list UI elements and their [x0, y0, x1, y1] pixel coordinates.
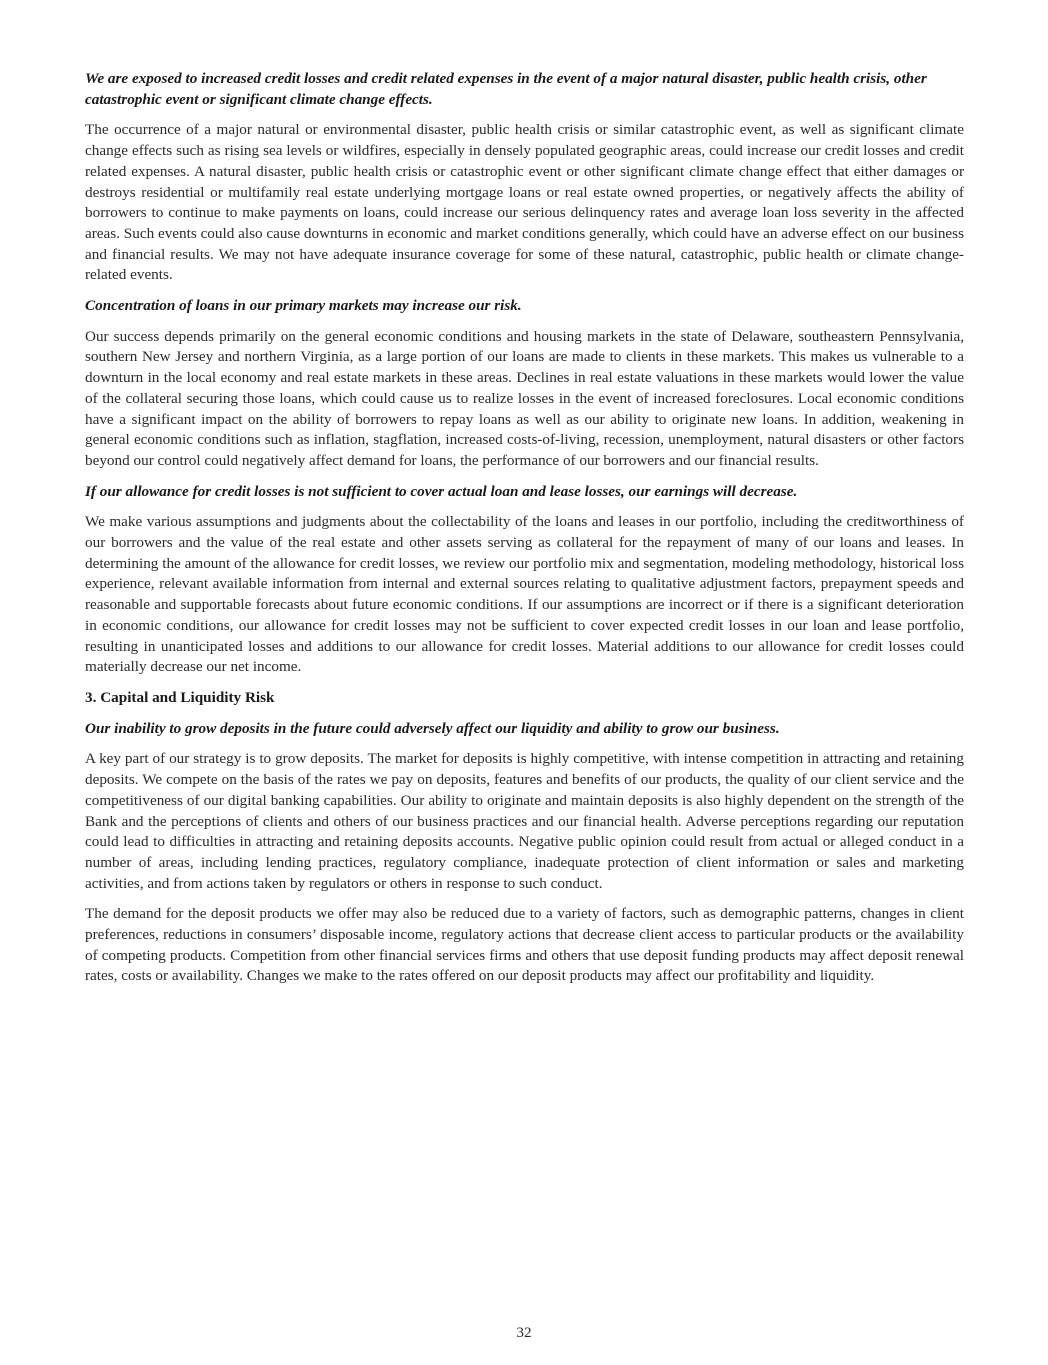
- risk-factor-heading-deposit-growth: Our inability to grow deposits in the future could adversely affect our liquidity and ability to grow our business.: [85, 719, 780, 737]
- page-number: 32: [516, 1324, 532, 1341]
- paragraph-credit-loss-allowance: We make various assumptions and judgments about the collectability of the loans and leases in our portfolio, including the creditworthiness of our borrowers and the value of the real estate and other assets serving as collateral for the repayment of many of our loans and leases. In determining the amount of the allowance for credit losses, we review our portfolio mix and segmentation, modeling methodology, historical loss experience, relevant available information from internal and external sources relating to qualitative adjustment factors, prepayment speeds and reasonable and supportable forecasts about future economic conditions. If our assumptions are incorrect or if there is a significant deterioration in economic conditions, our allowance for credit losses may not be sufficient to cover expected credit losses in our loan and lease portfolio, resulting in unanticipated losses and additions to our allowance for credit losses. Material additions to our allowance for credit losses could materially decrease our net income.: [85, 513, 964, 676]
- paragraph-loan-concentration: Our success depends primarily on the general economic conditions and housing markets in the state of Delaware, southeastern Pennsylvania, southern New Jersey and northern Virginia, as a large portion of our loans are made to clients in these markets. This makes us vulnerable to a downturn in the local economy and real estate markets in these areas. Declines in real estate valuations in these markets would lower the value of the collateral securing those loans, which could cause us to realize losses in the event of increased foreclosures. Local economic conditions have a significant impact on the ability of borrowers to repay loans as well as our ability to originate new loans. In addition, weakening in general economic conditions such as inflation, stagflation, increased costs-of-living, recession, unemployment, natural disasters or other factors beyond our control could negatively affect demand for loans, the performance of our borrowers and our financial results.: [85, 327, 964, 469]
- section-heading-capital-liquidity: 3. Capital and Liquidity Risk: [85, 688, 275, 706]
- paragraph-climate-disaster: The occurrence of a major natural or environmental disaster, public health crisis or similar catastrophic event, as well as significant climate change effects such as rising sea levels or wildfires, especially in densely populated geographic areas, could increase our credit losses and credit related expenses. A natural disaster, public health crisis or catastrophic event or other significant climate change effect that either damages or destroys residential or multifamily real estate underlying mortgage loans or real estate owned properties, or negatively affects the ability of borrowers to continue to make payments on loans, could increase our serious delinquency rates and average loan loss severity in the affected areas. Such events could also cause downturns in economic and market conditions generally, which could have an adverse effect on our business and financial results. We may not have adequate insurance coverage for some of these natural, catastrophic, public health or climate change-related events.: [85, 121, 964, 284]
- risk-factor-heading-loan-concentration: Concentration of loans in our primary markets may increase our risk.: [85, 297, 522, 315]
- paragraph-deposit-demand: The demand for the deposit products we offer may also be reduced due to a variety of factors, such as demographic patterns, changes in client preferences, reductions in consumers’ disposable income, regulatory actions that decrease client access to particular products or the availability of competing products. Competition from other financial services firms and others that use deposit funding products may affect deposit renewal rates, costs or availability. Changes we make to the rates offered on our deposit products may affect our profitability and liquidity.: [85, 905, 964, 985]
- risk-factor-heading-climate-disaster: We are exposed to increased credit losses and credit related expenses in the event of a major natural disaster, public health crisis, other catastrophic event or significant climate change effects.: [85, 70, 927, 108]
- risk-factor-heading-credit-loss-allowance: If our allowance for credit losses is not sufficient to cover actual loan and lease losses, our earnings will decrease.: [85, 482, 798, 500]
- document-body: [85, 69, 964, 997]
- paragraph-deposit-strategy: A key part of our strategy is to grow deposits. The market for deposits is highly competitive, with intense competition in attracting and retaining deposits. We compete on the basis of the rates we pay on deposits, features and benefits of our products, the quality of our client service and the competitiveness of our digital banking capabilities. Our ability to originate and maintain deposits is also highly dependent on the strength of the Bank and the perceptions of clients and others of our business practices and our financial health. Adverse perceptions regarding our reputation could lead to difficulties in attracting and retaining deposits accounts. Negative public opinion could result from actual or alleged conduct in a number of areas, including lending practices, regulatory compliance, inadequate protection of client information or sales and marketing activities, and from actions taken by regulators or others in response to such conduct.: [85, 750, 964, 892]
